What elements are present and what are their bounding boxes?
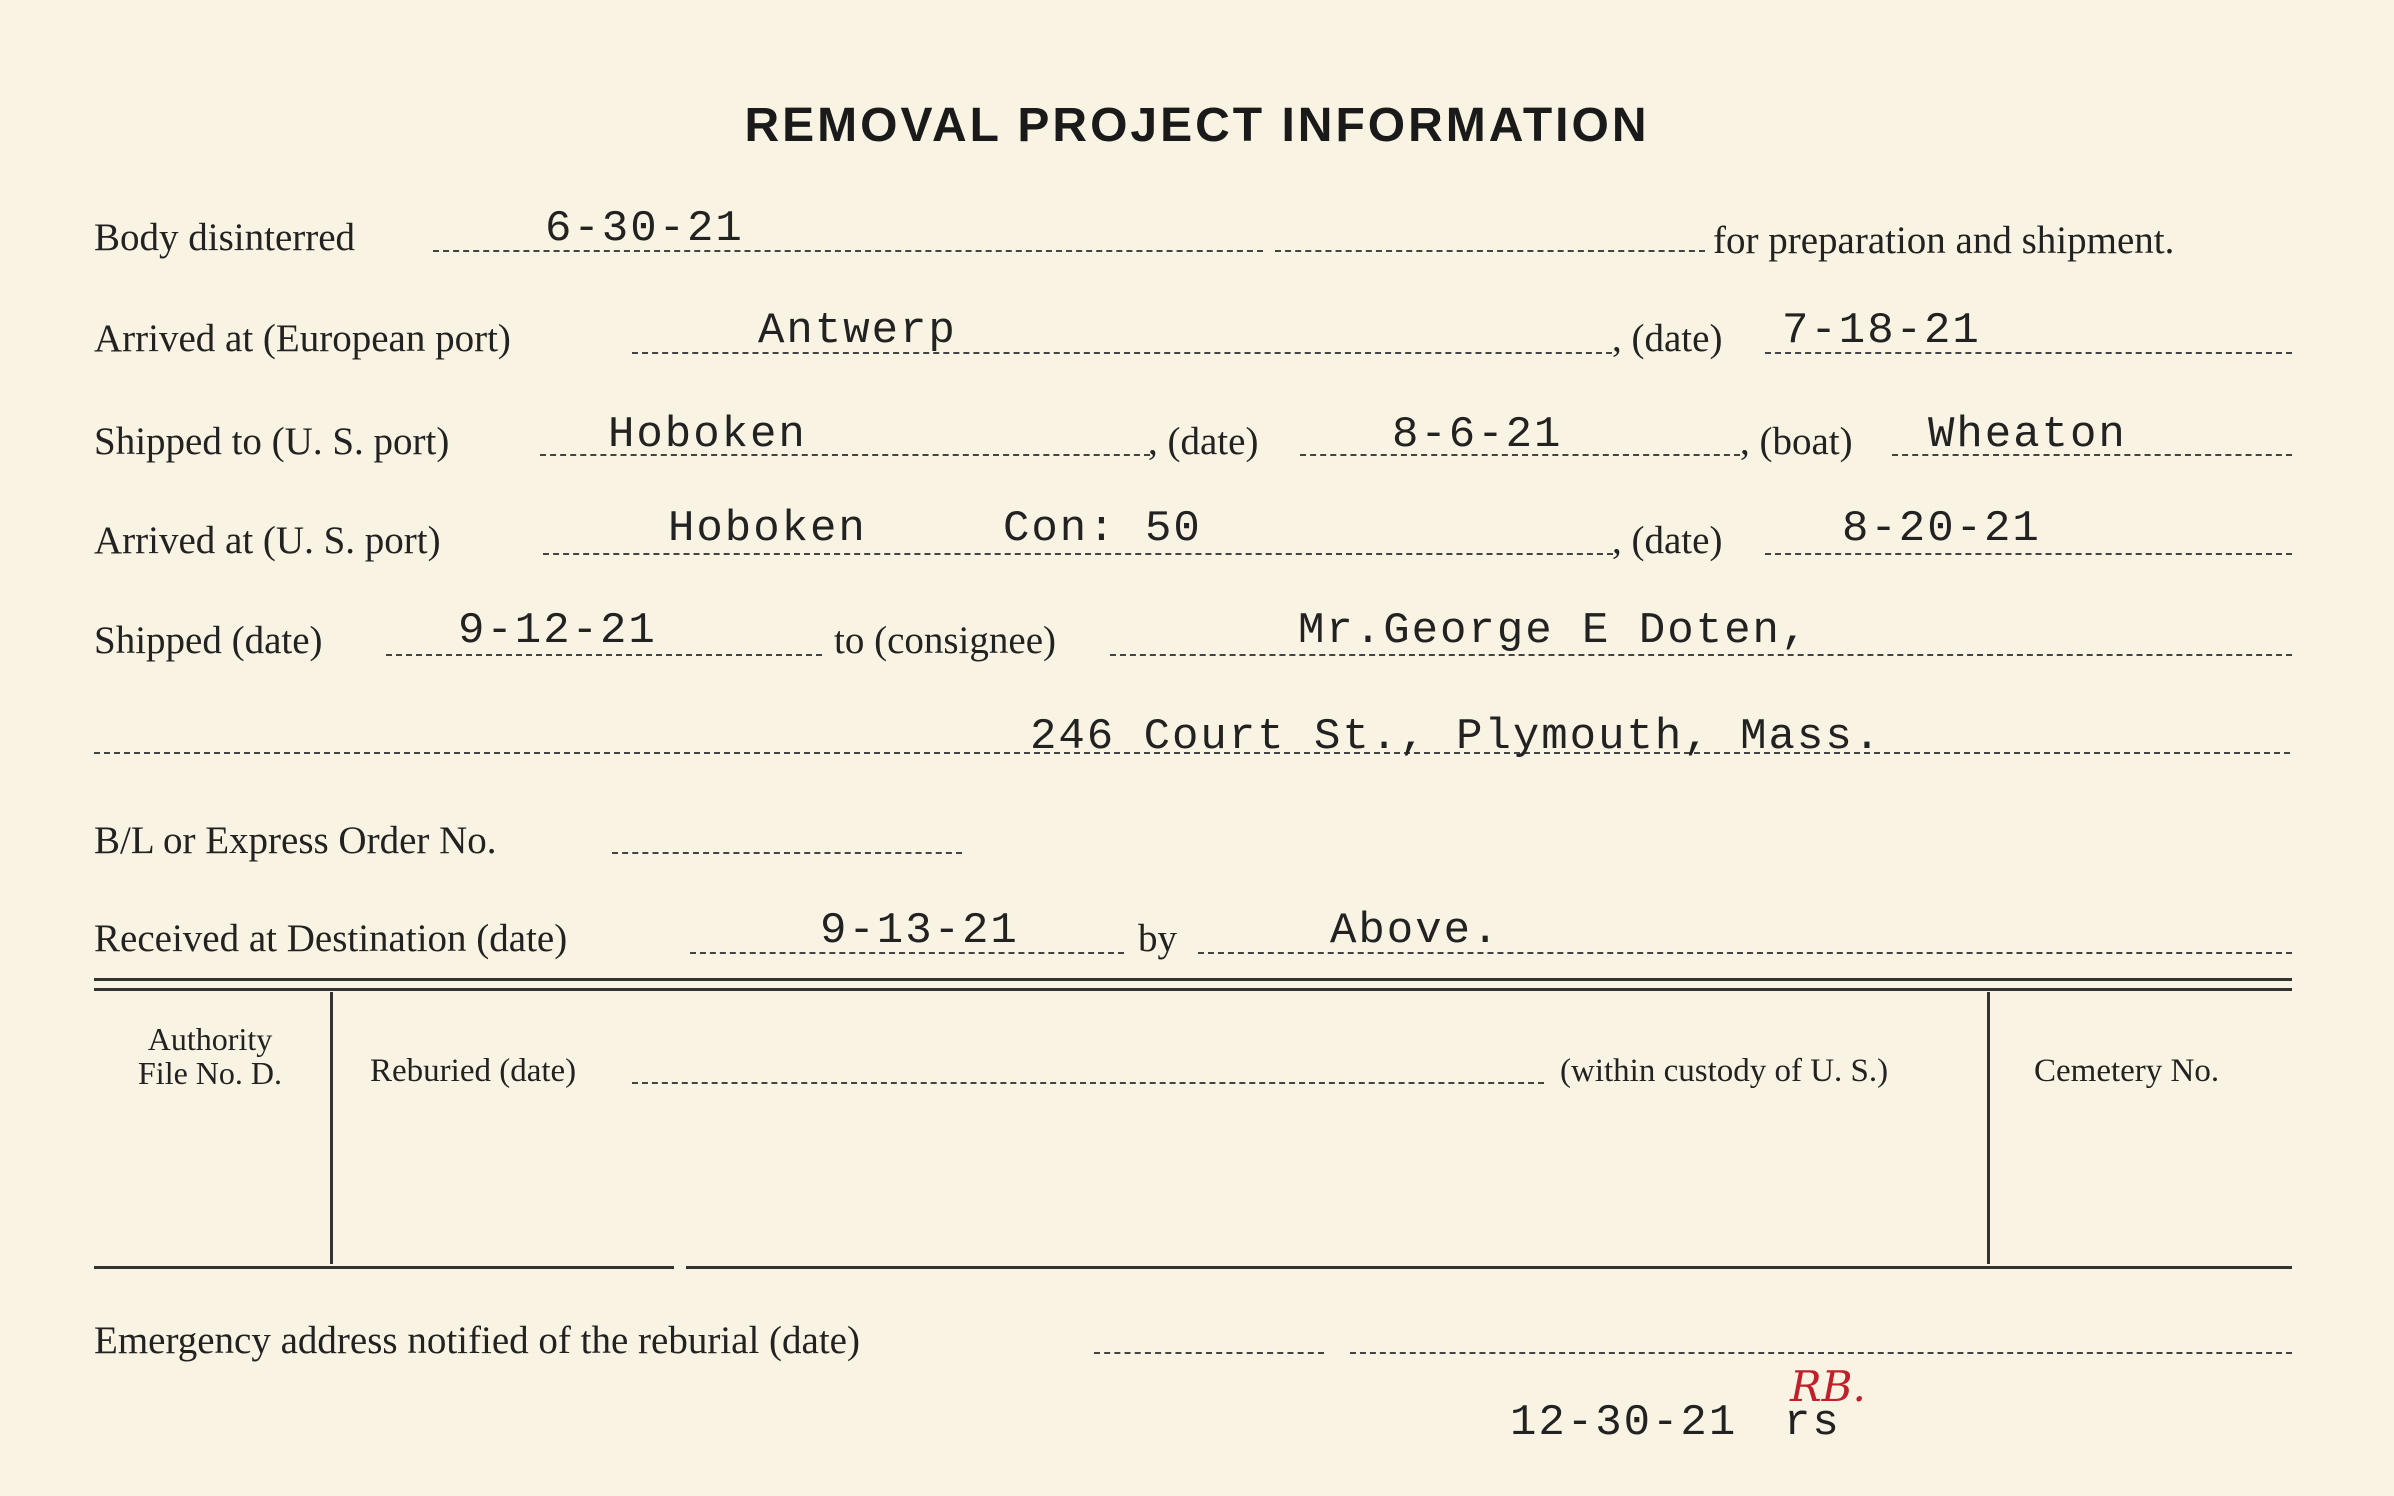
box-bottom-rule-left xyxy=(94,1266,674,1269)
emergency-line-1 xyxy=(1094,1352,1324,1354)
received-destination-label: Received at Destination (date) xyxy=(94,917,568,960)
bl-order-line xyxy=(612,852,962,854)
us-port-shipped-value: Hoboken xyxy=(608,410,807,460)
box-divider-left xyxy=(330,992,333,1264)
consignee-label: to (consignee) xyxy=(834,619,1057,662)
box-top-rule xyxy=(94,978,2292,981)
cemetery-label: Cemetery No. xyxy=(2034,1053,2220,1089)
european-port-value: Antwerp xyxy=(758,306,957,356)
european-port-label: Arrived at (European port) xyxy=(94,317,511,360)
box-top-rule-2 xyxy=(94,988,2292,991)
shipped-date-value: 8-6-21 xyxy=(1392,410,1563,460)
footer-initials: rs xyxy=(1784,1398,1841,1448)
shipped-date-row-value: 9-12-21 xyxy=(458,606,657,656)
arrived-date-value: 8-20-21 xyxy=(1842,504,2041,554)
european-date-value: 7-18-21 xyxy=(1782,306,1981,356)
body-disinterred-value: 6-30-21 xyxy=(545,204,744,254)
authority-label-2: File No. D. xyxy=(138,1055,282,1091)
container-number: Con: 50 xyxy=(1003,504,1202,554)
received-by-value: Above. xyxy=(1330,906,1501,956)
reburied-label: Reburied (date) xyxy=(370,1053,577,1089)
preparation-shipment-label: for preparation and shipment. xyxy=(1713,219,2175,262)
bl-order-label: B/L or Express Order No. xyxy=(94,819,497,862)
emergency-address-label: Emergency address notified of the reburial (date) xyxy=(94,1319,860,1362)
card-title: REMOVAL PROJECT INFORMATION xyxy=(744,99,1650,152)
boat-label: , (boat) xyxy=(1740,420,1853,463)
european-date-label: , (date) xyxy=(1612,317,1723,360)
arrived-us-port-value: Hoboken xyxy=(668,504,867,554)
received-destination-value: 9-13-21 xyxy=(820,906,1019,956)
box-bottom-rule-right xyxy=(686,1266,2292,1269)
received-by-label: by xyxy=(1138,917,1177,960)
reburied-line xyxy=(632,1082,1544,1084)
emergency-line-2 xyxy=(1350,1352,2292,1354)
us-port-shipped-label: Shipped to (U. S. port) xyxy=(94,420,450,463)
shipped-date-row-label: Shipped (date) xyxy=(94,619,323,662)
box-divider-right xyxy=(1987,992,1990,1264)
authority-label-1: Authority xyxy=(147,1021,273,1057)
body-disinterred-label: Body disinterred xyxy=(94,216,356,259)
consignee-address: 246 Court St., Plymouth, Mass. xyxy=(1030,712,1883,762)
boat-value: Wheaton xyxy=(1928,410,2127,460)
body-disinterred-line-2 xyxy=(1275,250,1705,252)
arrived-us-port-label: Arrived at (U. S. port) xyxy=(94,519,441,562)
consignee-value: Mr.George E Doten, xyxy=(1298,606,1810,656)
red-initials: RB. xyxy=(1790,1362,1866,1411)
shipped-date-label: , (date) xyxy=(1148,420,1259,463)
custody-label: (within custody of U. S.) xyxy=(1560,1053,1889,1089)
arrived-date-label: , (date) xyxy=(1612,519,1723,562)
footer-date: 12-30-21 xyxy=(1510,1398,1738,1448)
